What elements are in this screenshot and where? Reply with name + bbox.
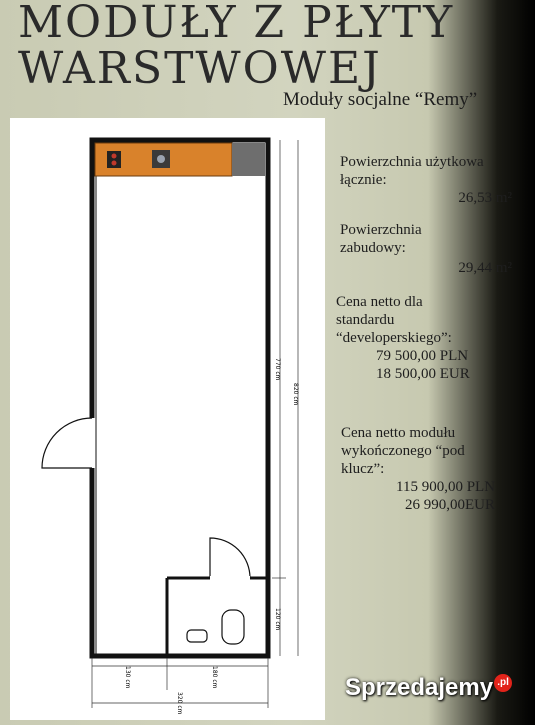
usable-area-value: 26,53 m²	[458, 190, 512, 206]
usable-area-block	[340, 153, 512, 207]
sink-bowl-icon	[157, 155, 165, 163]
dim-width-right: 180 cm	[211, 666, 218, 689]
turnkey-label-2: wykończonego “pod	[341, 443, 465, 459]
title-line-1: MODUŁY Z PŁYTY	[18, 0, 455, 48]
dev-price-pln: 79 500,00 PLN	[376, 348, 469, 364]
built-area-label-1: Powierzchnia	[340, 222, 422, 238]
dev-price-eur: 18 500,00 EUR	[376, 366, 470, 382]
title-line-2: WARSTWOWEJ	[18, 43, 382, 94]
watermark-text: Sprzedajemy	[345, 674, 494, 701]
dim-inner-length: 770 cm	[274, 358, 281, 381]
dim-wc-depth: 120 cm	[274, 608, 281, 631]
usable-area-label-2: łącznie:	[340, 172, 387, 188]
page-title	[18, 0, 458, 92]
wc-door-opening	[210, 576, 250, 580]
developer-price-block	[336, 293, 508, 383]
subtitle: Moduły socjalne “Remy”	[283, 89, 478, 110]
toilet-icon	[222, 610, 244, 644]
entry-door-swing	[42, 418, 92, 468]
wc-sink-icon	[187, 630, 207, 642]
turnkey-price-block	[341, 424, 513, 514]
usable-area-label-1: Powierzchnia użytkowa	[340, 154, 484, 170]
sprzedajemy-watermark	[345, 674, 512, 702]
floor-plan	[10, 118, 325, 720]
turnkey-label-3: klucz”:	[341, 461, 385, 477]
turnkey-label-1: Cena netto modułu	[341, 425, 456, 441]
wc-door-swing	[210, 538, 250, 578]
dev-label-2: standardu	[336, 312, 395, 328]
floor-plan-drawing	[10, 118, 325, 720]
built-area-block	[340, 221, 512, 277]
burner-icon	[112, 161, 117, 166]
built-area-label-2: zabudowy:	[340, 240, 406, 256]
dev-label-1: Cena netto dla	[336, 294, 423, 310]
dim-width-left: 130 cm	[124, 666, 131, 689]
turnkey-price-pln: 115 900,00 PLN	[396, 479, 496, 495]
watermark-badge: .pl	[494, 674, 512, 692]
burner-icon	[112, 154, 117, 159]
turnkey-price-eur: 26 990,00EUR	[405, 497, 495, 513]
appliance-box	[232, 143, 265, 176]
built-area-value: 29,44 m²	[458, 260, 512, 276]
dim-total-length: 820 cm	[292, 383, 299, 406]
dev-label-3: “developerskiego”:	[336, 330, 452, 346]
dim-total-width: 320 cm	[176, 692, 183, 715]
